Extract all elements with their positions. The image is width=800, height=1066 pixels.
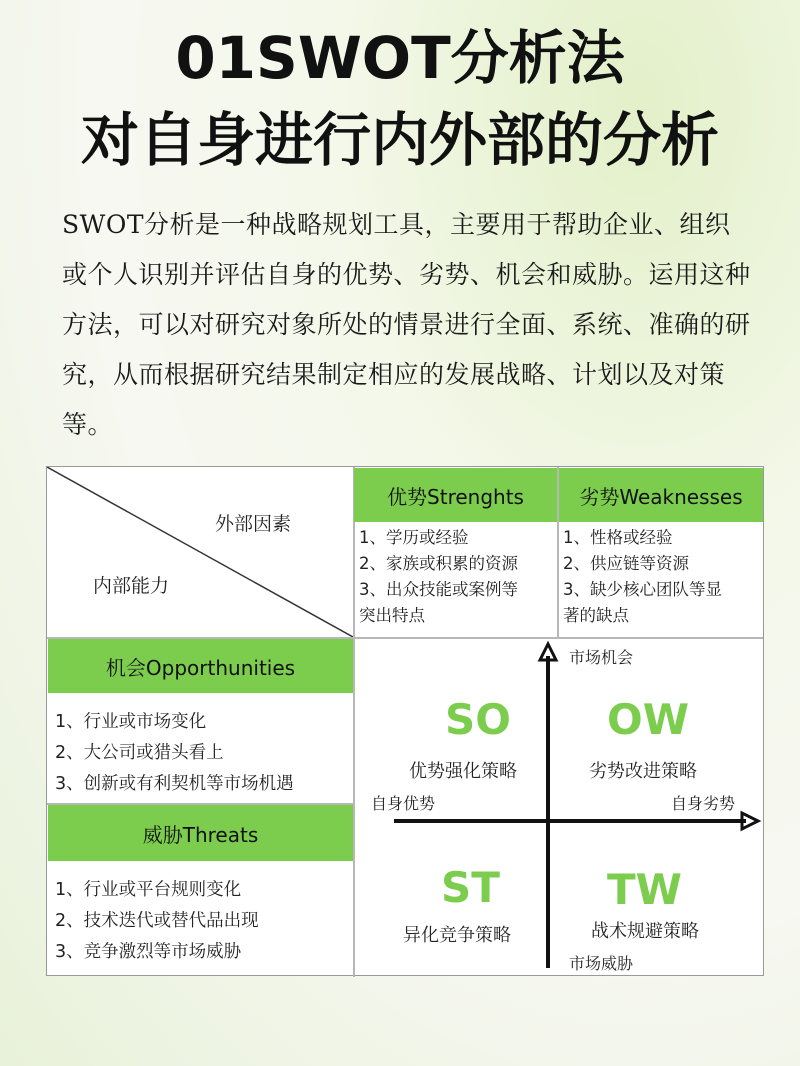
page-title: 01SWOT分析法 <box>175 24 625 92</box>
list-item: 2、家族或积累的资源 <box>359 554 518 573</box>
weaknesses-list <box>563 525 761 629</box>
list-item: 1、行业或市场变化 <box>55 712 207 732</box>
axis-label-threat: 市场威胁 <box>569 954 634 973</box>
quadrant-so-label: 优势强化策略 <box>409 761 517 782</box>
strengths-header: 优势Strenghts <box>354 468 557 522</box>
list-item: 2、技术迭代或替代品出现 <box>55 911 259 931</box>
corner-diagonal <box>47 467 353 637</box>
threats-header: 威胁Threats <box>48 805 353 861</box>
opportunities-list <box>55 707 351 800</box>
opportunities-header: 机会Opporthunities <box>48 639 353 693</box>
quadrant-ow-label: 劣势改进策略 <box>589 761 697 782</box>
list-item: 1、性格或经验 <box>563 528 673 547</box>
list-item: 3、竞争激烈等市场威胁 <box>55 942 242 962</box>
quadrant-st-label: 异化竞争策略 <box>403 925 511 946</box>
list-item: 3、缺少核心团队等显 <box>563 580 722 599</box>
strengths-list <box>359 525 555 629</box>
list-item: 3、出众技能或案例等 <box>359 580 518 599</box>
quadrant-tw-code: TW <box>607 865 682 914</box>
quadrant-ow-code: OW <box>607 695 690 744</box>
threats-list <box>55 875 351 968</box>
list-item: 突出特点 <box>359 606 425 625</box>
list-item: 1、学历或经验 <box>359 528 469 547</box>
quadrant-so-code: SO <box>445 695 511 744</box>
internal-capability-label: 内部能力 <box>93 575 170 597</box>
quadrant-tw-label: 战术规避策略 <box>591 921 699 942</box>
list-item: 3、创新或有利契机等市场机遇 <box>55 774 294 794</box>
page-subtitle: 对自身进行内外部的分析 <box>80 106 719 174</box>
quadrant-st-code: ST <box>441 863 500 912</box>
external-factors-label: 外部因素 <box>215 513 292 535</box>
list-item: 1、行业或平台规则变化 <box>55 880 242 900</box>
weaknesses-header: 劣势Weaknesses <box>559 468 763 522</box>
intro-paragraph: SWOT分析是一种战略规划工具，主要用于帮助企业、组织或个人识别并评估自身的优势、劣势、机会和威胁。运用这种方法，可以对研究对象所处的情景进行全面、系统、准确的研究，从而根据研究结果制定相应的发展战略、计划以及对策等。 <box>62 210 751 439</box>
axis-label-opportunity: 市场机会 <box>569 648 634 667</box>
list-item: 2、大公司或猎头看上 <box>55 743 224 763</box>
swot-matrix <box>46 466 764 976</box>
list-item: 2、供应链等资源 <box>563 554 689 573</box>
axis-label-strength: 自身优势 <box>371 794 436 813</box>
list-item: 著的缺点 <box>563 606 629 625</box>
axis-label-weakness: 自身劣势 <box>671 794 736 813</box>
